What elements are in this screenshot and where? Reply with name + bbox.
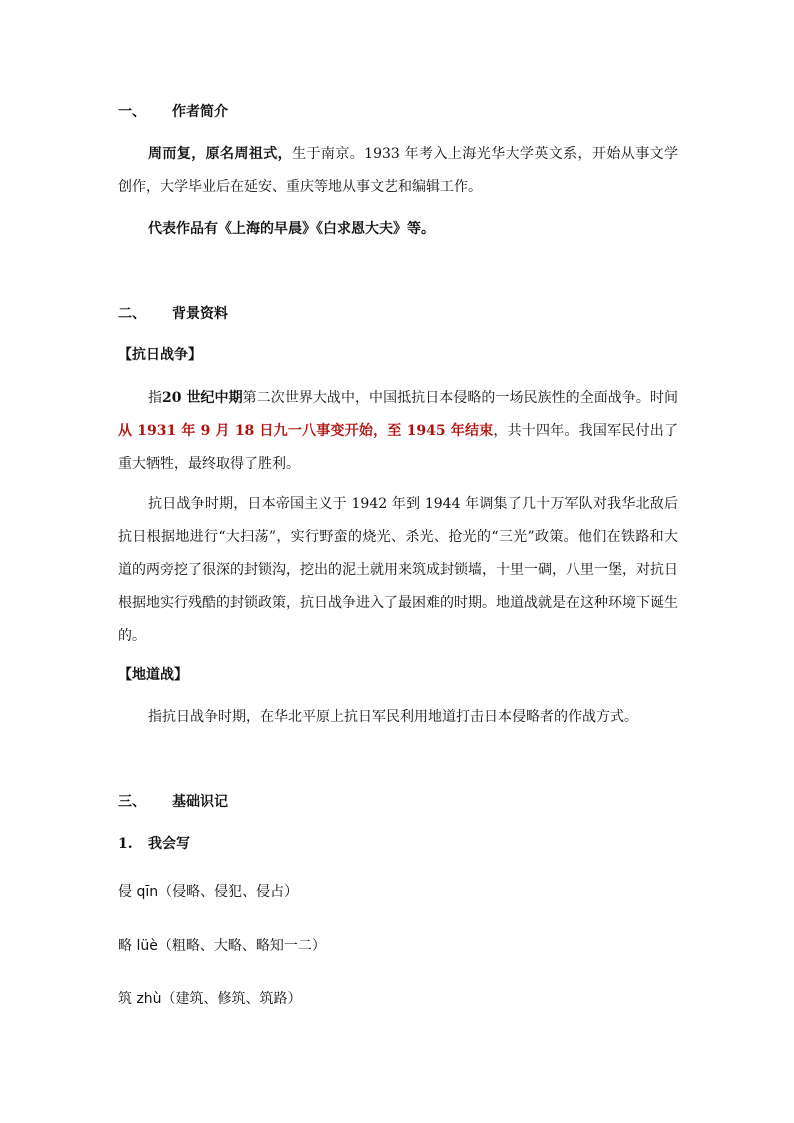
section-3-number: 三、	[118, 794, 146, 810]
author-intro-text: 生于南京。1933 年考入上海光华大学英文系，开始从事文学创作，大学毕业后在延安、重庆等地从事文艺和编辑工作。	[118, 146, 679, 195]
vocab-item: 略 lüè（粗略、大略、略知一二）	[118, 938, 326, 954]
war-dates-highlight: 从 1931 年 9 月 18 日九一八事变开始，至 1945 年结束	[118, 423, 494, 439]
war-background-paragraph: 抗日战争时期，日本帝国主义于 1942 年到 1944 年调集了几十万军队对我华北敌后抗日根据地进行“大扫荡”，实行野蛮的烧光、杀光、抢光的“三光”政策。他们在铁路和大道的两旁挖了很深的封锁沟，挖出的泥土就用来筑成封锁墙，十里一碉，八里一堡，对抗日根据地实行残酷的封锁政策，抗日战争进入了最困难的时期。地道战就是在这种环境下诞生的。	[118, 496, 678, 644]
tunnel-warfare-definition: 指抗日战争时期，在华北平原上抗日军民利用地道打击日本侵略者的作战方式。	[148, 709, 638, 725]
section-1-heading	[118, 103, 678, 121]
author-name: 周而复，原名周祖式，	[148, 146, 293, 162]
subsection-number: 1.	[118, 836, 133, 852]
anti-japanese-war-heading: 【抗日战争】	[118, 347, 202, 363]
section-2-title: 背景资料	[172, 306, 228, 322]
war-def-prefix: 指	[148, 390, 163, 406]
section-3-heading	[118, 793, 678, 811]
representative-works: 代表作品有《上海的早晨》《白求恩大夫》等。	[148, 221, 435, 237]
section-1-number: 一、	[118, 104, 146, 120]
section-1-title: 作者简介	[172, 104, 228, 120]
war-def-suffix: ，共十四年。我国军民付出了重大牺牲，最终取得了胜利。	[118, 423, 678, 472]
author-intro-paragraph	[118, 138, 678, 204]
section-2-number: 二、	[118, 306, 146, 322]
subsection-heading	[118, 835, 678, 853]
tunnel-warfare-heading: 【地道战】	[118, 667, 188, 683]
war-period: 20 世纪中期	[162, 390, 243, 406]
section-2-heading	[118, 305, 678, 323]
section-3-title: 基础识记	[172, 794, 228, 810]
war-definition-paragraph	[118, 382, 678, 481]
vocab-item: 侵 qīn（侵略、侵犯、侵占）	[118, 884, 299, 900]
subsection-title: 我会写	[148, 836, 190, 852]
war-def-middle: 第二次世界大战中，中国抵抗日本侵略的一场民族性的全面战争。时间	[242, 390, 679, 406]
vocab-item: 筑 zhù（建筑、修筑、筑路）	[118, 991, 302, 1007]
